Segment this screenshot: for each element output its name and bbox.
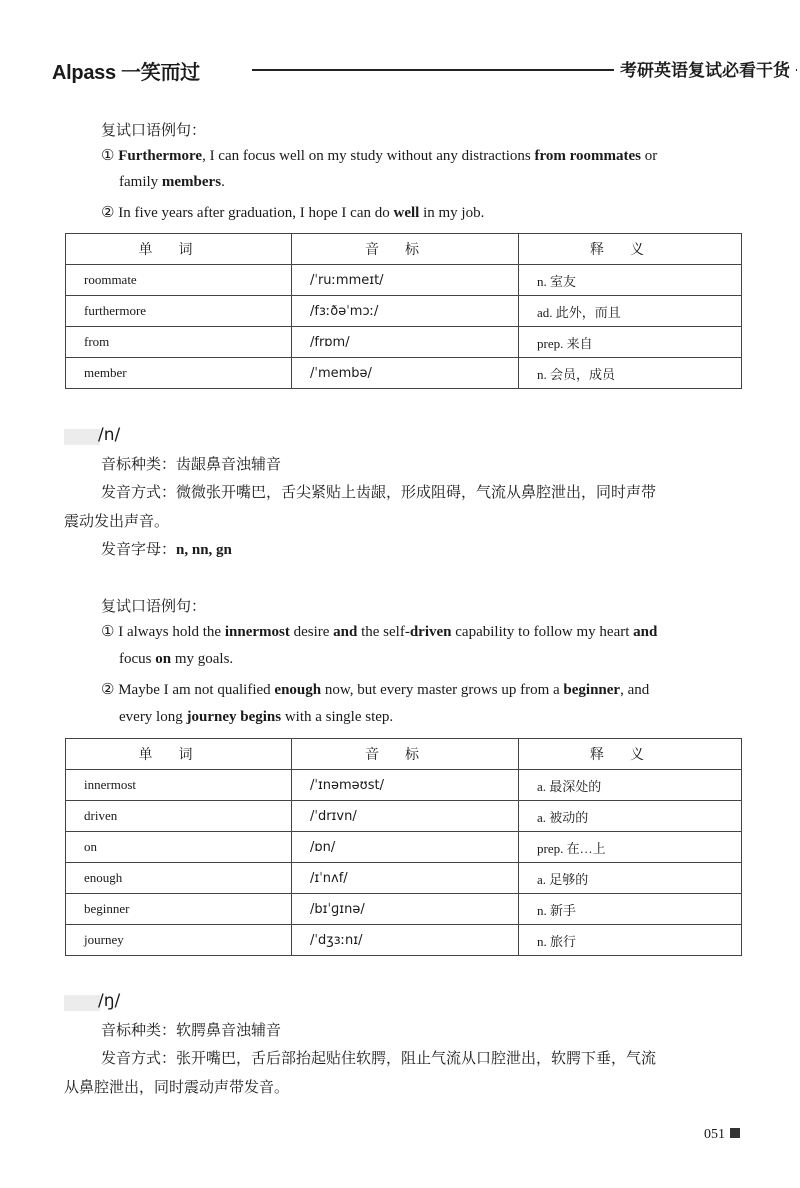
example-sentence-2: [101, 203, 484, 222]
bold-keyword: members: [161, 174, 222, 190]
phoneme-symbol: /ŋ/: [98, 991, 121, 1011]
phoneme-category: 音标种类：软腭鼻音浊辅音: [101, 1023, 282, 1039]
phonetic-cell: /ˈdrɪvn/: [292, 801, 519, 832]
col-header-meaning: 释义: [519, 739, 742, 770]
word-cell: roommate: [66, 265, 292, 296]
meaning-cell: n. 室友: [519, 265, 742, 296]
meaning-cell: a. 足够的: [519, 863, 742, 894]
sentence-text: focus: [119, 651, 156, 667]
table-row: [66, 327, 742, 358]
phonetic-cell: /ɪˈnʌf/: [292, 863, 519, 894]
phoneme-symbol: /n/: [98, 425, 121, 445]
sentence-text: in my job.: [419, 205, 485, 221]
sentence-text: with a single step.: [281, 709, 394, 725]
phonetic-cell: /ˈruːmmeɪt/: [292, 265, 519, 296]
phonetic-cell: /ˈdʒɜːnɪ/: [292, 925, 519, 956]
table-row: [66, 832, 742, 863]
phonetic-cell: /fɜːðəˈmɔː/: [292, 296, 519, 327]
sentence-text: family: [119, 174, 162, 190]
pronunciation-method-cont: 从鼻腔泄出，同时震动声带发音。: [64, 1080, 290, 1096]
bold-keyword: from roommates: [534, 148, 642, 164]
sentence-text: my goals.: [171, 651, 234, 667]
word-cell: furthermore: [66, 296, 292, 327]
letters-value: n, nn, gn: [176, 542, 232, 558]
word-cell: driven: [66, 801, 292, 832]
col-header-meaning: 释义: [519, 234, 742, 265]
header-tagline: 考研英语复试必看干货: [614, 56, 796, 81]
sentence-text: now, but every master grows up from a: [321, 682, 564, 698]
sentence-text: the self-: [357, 624, 410, 640]
meaning-cell: prep. 在…上: [519, 832, 742, 863]
bold-keyword: beginner: [563, 682, 621, 698]
word-cell: on: [66, 832, 292, 863]
bold-keyword: Furthermore: [118, 148, 203, 164]
meaning-cell: a. 被动的: [519, 801, 742, 832]
meaning-cell: n. 旅行: [519, 925, 742, 956]
phonetic-cell: /bɪˈɡɪnə/: [292, 894, 519, 925]
bold-keyword: well: [393, 205, 420, 221]
page-number-text: 051: [704, 1127, 725, 1142]
example-sentence-4-cont: [119, 709, 393, 726]
word-cell: innermost: [66, 770, 292, 801]
bold-keyword: enough: [274, 682, 322, 698]
pronunciation-method: 发音方式：张开嘴巴，舌后部抬起贴住软腭，阻止气流从口腔泄出，软腭下垂，气流: [101, 1051, 657, 1067]
vocab-table-2: [65, 738, 742, 956]
table-row: [66, 296, 742, 327]
phonetic-cell: /ɒn/: [292, 832, 519, 863]
sentence-text: ② Maybe I am not qualified: [101, 682, 275, 698]
phoneme-heading-ng: [64, 991, 154, 1013]
sentence-text: capability to follow my heart: [451, 624, 634, 640]
word-cell: journey: [66, 925, 292, 956]
sentence-text: ① I always hold the: [101, 624, 225, 640]
phoneme-heading-n: [64, 425, 154, 447]
meaning-cell: n. 新手: [519, 894, 742, 925]
meaning-cell: ad. 此外，而且: [519, 296, 742, 327]
example-sentence-3: [101, 622, 657, 641]
col-header-word: 单词: [66, 739, 292, 770]
meaning-cell: prep. 来自: [519, 327, 742, 358]
word-cell: member: [66, 358, 292, 389]
table-row: [66, 770, 742, 801]
bold-keyword: on: [155, 651, 172, 667]
meaning-cell: a. 最深处的: [519, 770, 742, 801]
phonetic-cell: /ˈmembə/: [292, 358, 519, 389]
bold-keyword: journey begins: [186, 709, 282, 725]
table-row: [66, 863, 742, 894]
col-header-word: 单词: [66, 234, 292, 265]
meaning-cell: n. 会员，成员: [519, 358, 742, 389]
bold-keyword: innermost: [224, 624, 290, 640]
example-label-2: 复试口语例句：: [101, 599, 207, 615]
sentence-text: every long: [119, 709, 187, 725]
example-label-1: 复试口语例句：: [101, 123, 207, 139]
page-header: [52, 56, 797, 82]
word-cell: beginner: [66, 894, 292, 925]
page-marker-square: [730, 1128, 740, 1138]
sentence-text: , I can focus well on my study without any distractions: [202, 148, 535, 164]
bold-keyword: and: [633, 624, 658, 640]
table-row: [66, 894, 742, 925]
word-cell: enough: [66, 863, 292, 894]
letters-label: 发音字母：: [101, 542, 177, 558]
pronunciation-letters: [101, 538, 232, 559]
bold-keyword: and: [333, 624, 358, 640]
phoneme-category: 音标种类：齿龈鼻音浊辅音: [101, 457, 282, 473]
sentence-text: desire: [289, 624, 334, 640]
example-sentence-4: [101, 680, 649, 699]
col-header-phonetic: 音标: [292, 234, 519, 265]
example-sentence-3-cont: [119, 651, 233, 668]
brand-logo: [52, 56, 200, 85]
table-row: [66, 925, 742, 956]
phonetic-cell: /frɒm/: [292, 327, 519, 358]
sentence-text: .: [221, 174, 225, 190]
example-sentence-1: [101, 146, 657, 165]
brand-name: Alpass 一笑而过: [52, 62, 200, 84]
page-number: [704, 1127, 740, 1143]
table-row: [66, 265, 742, 296]
sentence-text: , and: [620, 682, 650, 698]
pronunciation-method-cont: 震动发出声音。: [64, 514, 170, 530]
bold-keyword: driven: [409, 624, 452, 640]
sentence-text: ② In five years after graduation, I hope I can do: [101, 205, 394, 221]
phonetic-cell: /ˈɪnəməʊst/: [292, 770, 519, 801]
vocab-table-1: [65, 233, 742, 389]
sentence-text: ①: [101, 148, 119, 164]
pronunciation-method: 发音方式：微微张开嘴巴，舌尖紧贴上齿龈，形成阻碍，气流从鼻腔泄出，同时声带: [101, 485, 657, 501]
example-sentence-1-cont: [119, 174, 225, 191]
sentence-text: or: [641, 148, 658, 164]
table-row: [66, 358, 742, 389]
table-row: [66, 801, 742, 832]
col-header-phonetic: 音标: [292, 739, 519, 770]
word-cell: from: [66, 327, 292, 358]
